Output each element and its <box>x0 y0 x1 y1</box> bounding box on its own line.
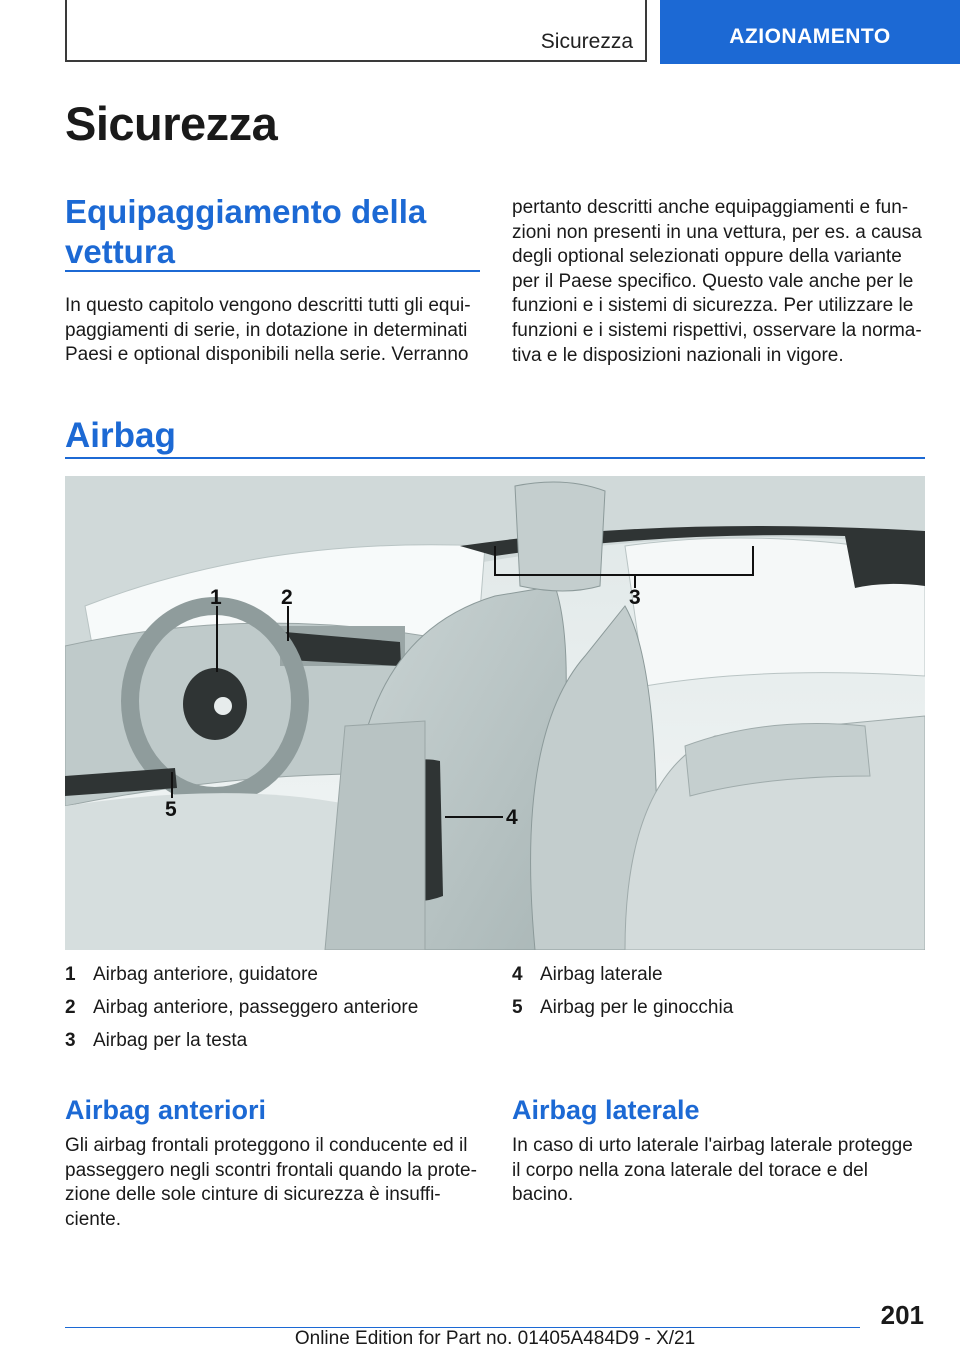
header-section-label: Sicurezza <box>540 30 633 53</box>
car-interior-drawing <box>65 476 925 950</box>
section-equipment-text-right: pertanto descritti anche equipaggiamenti e fun-zioni non presenti in una vettura, per es. a causa degli optional selezionati oppure della variante per il Paese specifico. Questo vale anche per le funzioni e i sistemi di sicurezza. Per utilizzare le funzioni e i sistemi rispettivi, osservare la norma-tiva e le disposizioni nazionali in vigore. <box>512 197 922 366</box>
callout-5: 5 <box>165 798 177 821</box>
callout-2: 2 <box>281 586 293 609</box>
legend-left <box>65 958 485 1057</box>
section-divider-airbag <box>65 457 925 459</box>
side-airbag-text: In caso di urto laterale l'airbag laterale protegge il corpo nella zona laterale del torace e del bacino. <box>512 1135 913 1206</box>
footer-edition-text: Online Edition for Part no. 01405A484D9 - X/21 <box>294 1328 696 1349</box>
section-title-equipment: Equipaggiamento della vettura <box>65 193 427 270</box>
legend-right <box>512 958 925 1024</box>
legend-item-4: 4 Airbag laterale <box>512 964 663 985</box>
legend-item-2: 2 Airbag anteriore, passeggero anteriore <box>65 997 419 1018</box>
section-equipment-text-left: In questo capitolo vengono descritti tutti gli equi-paggiamenti di serie, in dotazione in determinati Paesi e optional disponibili nella serie. Verranno <box>65 295 471 366</box>
page-number: 201 <box>880 1300 924 1330</box>
legend-item-3: 3 Airbag per la testa <box>65 1030 248 1051</box>
section-divider-equipment <box>65 270 480 272</box>
header-box <box>65 0 647 62</box>
section-title-airbag: Airbag <box>65 416 176 455</box>
front-airbags-text: Gli airbag frontali proteggono il conducente ed il passeggero negli scontri frontali quando la prote-zione delle sole cinture di sicurezza è insuffi-ciente. <box>65 1135 477 1230</box>
page-title: Sicurezza <box>65 97 278 150</box>
callout-1: 1 <box>210 586 222 609</box>
callout-4: 4 <box>506 806 518 829</box>
subsection-title-front-airbags: Airbag anteriori <box>65 1095 267 1125</box>
header-chapter-tab: AZIONAMENTO <box>660 0 960 64</box>
legend-item-1: 1 Airbag anteriore, guidatore <box>65 964 318 985</box>
legend-item-5: 5 Airbag per le ginocchia <box>512 997 734 1018</box>
airbag-illustration <box>65 476 925 950</box>
subsection-title-side-airbag: Airbag laterale <box>512 1095 700 1125</box>
callout-3: 3 <box>629 586 641 609</box>
